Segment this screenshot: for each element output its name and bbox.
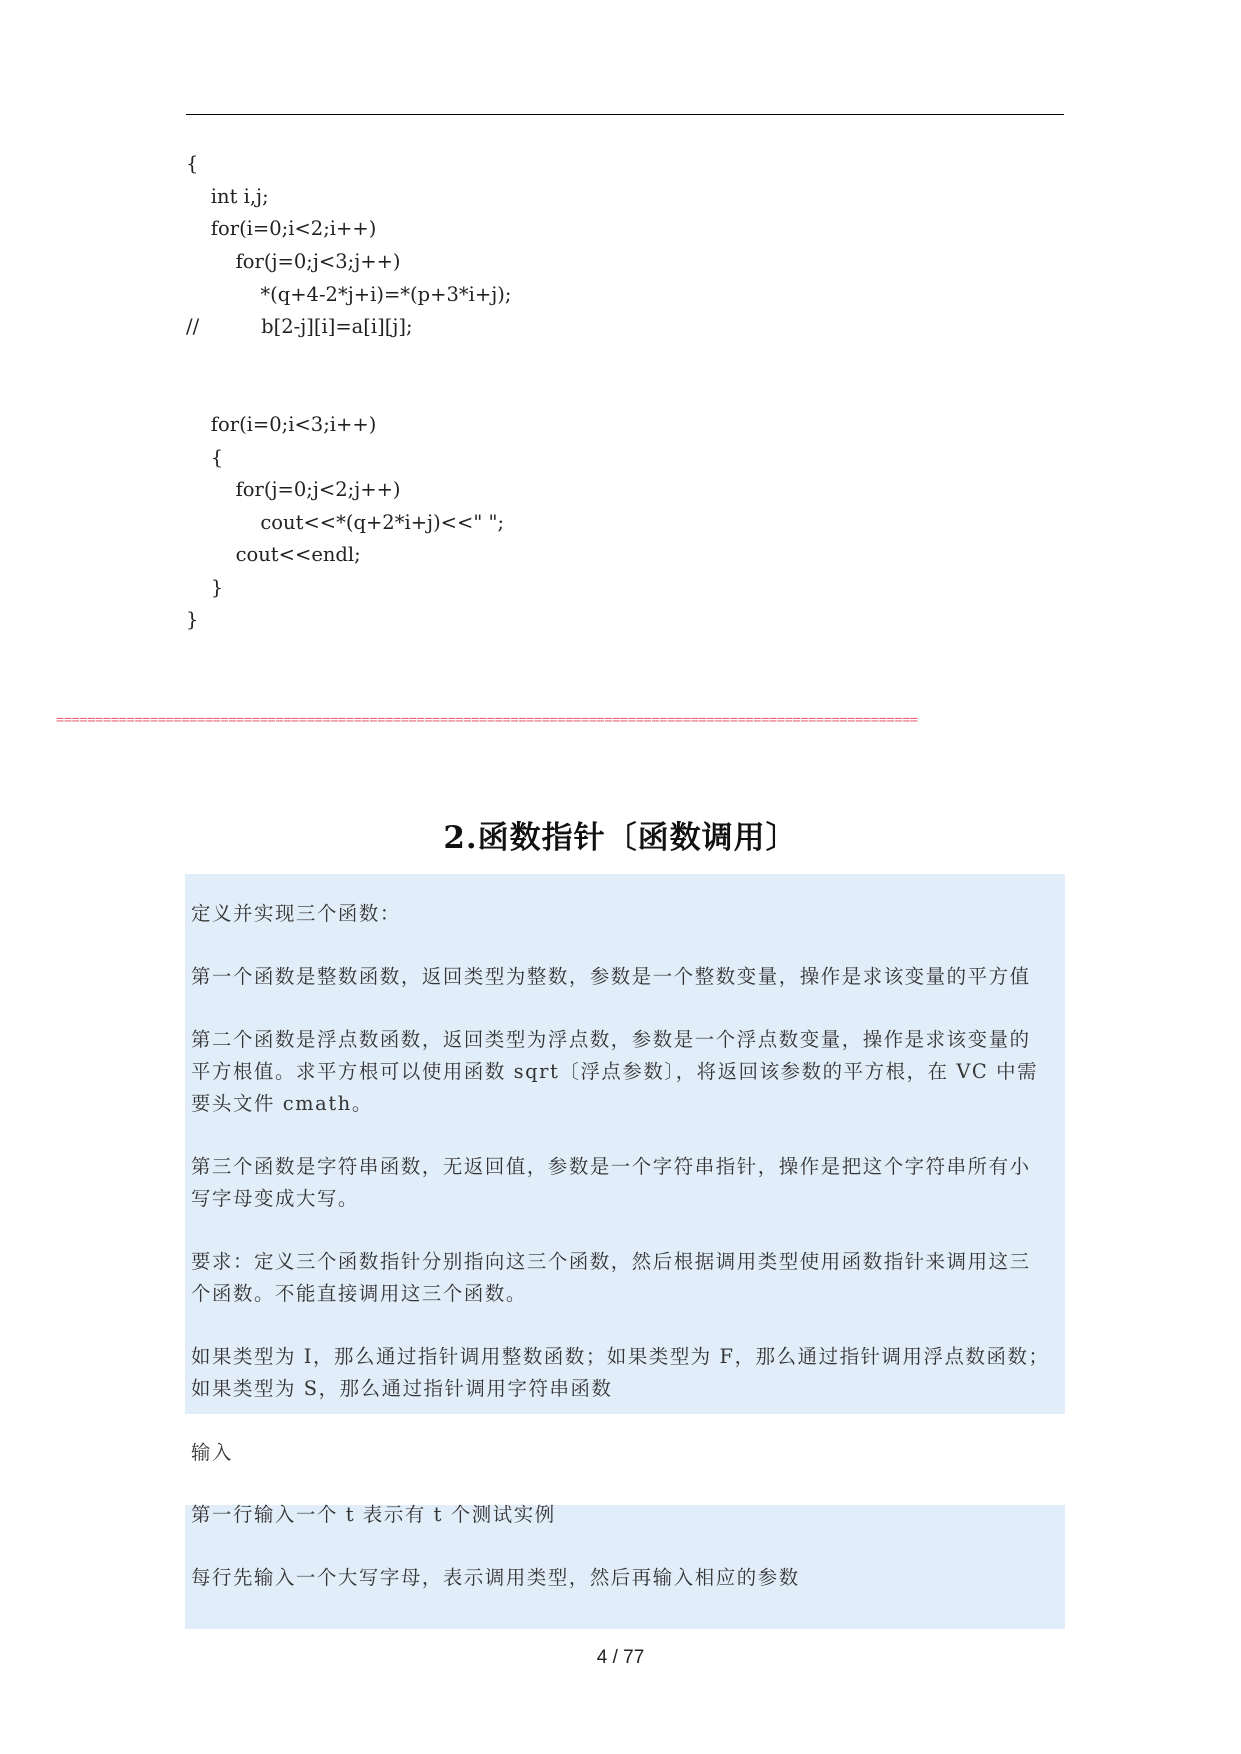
header-rule [186, 114, 1064, 115]
problem-type-line2: 如果类型为 S，那么通过指针调用字符串函数 [191, 1377, 613, 1400]
input-heading: 输入 [191, 1441, 233, 1464]
code-line: for(i=0;i<2;i++) [186, 217, 377, 240]
code-line: // b[2-j][i]=a[i][j]; [186, 315, 413, 338]
problem-func2-line3: 要头文件 cmath。 [191, 1092, 373, 1115]
code-line: } [186, 576, 224, 599]
input-line1: 第一行输入一个 t 表示有 t 个测试实例 [191, 1503, 556, 1526]
section-title: 2.函数指针〔函数调用〕 [443, 820, 798, 856]
page-number: 4 / 77 [596, 1647, 645, 1668]
code-line: cout<<endl; [186, 543, 361, 566]
problem-req-line2: 个函数。不能直接调用这三个函数。 [191, 1282, 527, 1305]
problem-req-line1: 要求：定义三个函数指针分别指向这三个函数，然后根据调用类型使用函数指针来调用这三 [191, 1250, 1031, 1273]
input-line2: 每行先输入一个大写字母，表示调用类型，然后再输入相应的参数 [191, 1566, 800, 1589]
section-separator: ============================================================================================================== [56, 712, 918, 728]
input-description [191, 1499, 1061, 1594]
problem-func1: 第一个函数是整数函数，返回类型为整数，参数是一个整数变量，操作是求该变量的平方值 [191, 965, 1031, 988]
problem-func2-line1: 第二个函数是浮点数函数，返回类型为浮点数，参数是一个浮点数变量，操作是求该变量的 [191, 1028, 1031, 1051]
code-line: } [186, 608, 199, 631]
code-line: for(j=0;j<3;j++) [186, 250, 401, 273]
code-line: cout<<*(q+2*i+j)<<" "; [186, 511, 505, 534]
code-line: { [186, 446, 224, 469]
problem-func3-line1: 第三个函数是字符串函数，无返回值，参数是一个字符串指针，操作是把这个字符串所有小 [191, 1155, 1031, 1178]
code-line: int i,j; [186, 185, 269, 208]
problem-description [191, 898, 1061, 1405]
problem-func3-line2: 写字母变成大写。 [191, 1187, 359, 1210]
problem-type-line1: 如果类型为 I，那么通过指针调用整数函数；如果类型为 F，那么通过指针调用浮点数函数； [191, 1345, 1050, 1368]
code-line: *(q+4-2*j+i)=*(p+3*i+j); [186, 283, 512, 306]
code-line: { [186, 152, 199, 175]
code-line: for(i=0;i<3;i++) [186, 413, 377, 436]
code-line: for(j=0;j<2;j++) [186, 478, 401, 501]
problem-intro: 定义并实现三个函数： [191, 902, 401, 925]
problem-func2-line2: 平方根值。求平方根可以使用函数 sqrt〔浮点参数〕，将返回该参数的平方根，在 VC 中需 [191, 1060, 1039, 1083]
